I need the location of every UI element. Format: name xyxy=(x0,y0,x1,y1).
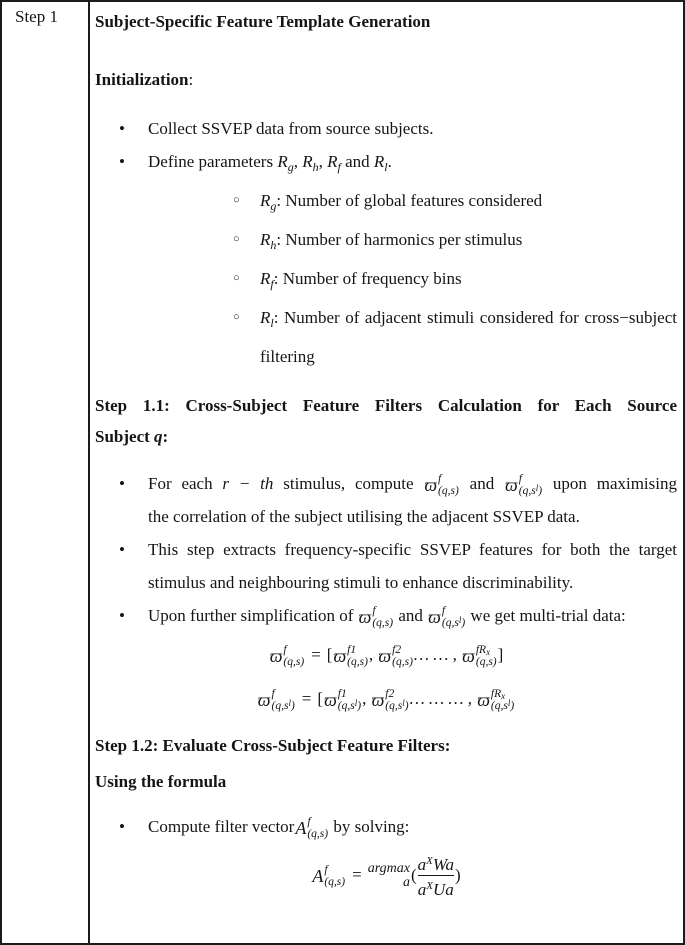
circle-marker: ○ xyxy=(233,194,240,206)
math-sub xyxy=(519,485,542,497)
math-scripts xyxy=(519,473,542,497)
math-sub-sup-l: l xyxy=(507,698,511,709)
math-sub: f xyxy=(337,160,341,174)
math-scripts xyxy=(438,473,459,497)
math-sub: l xyxy=(270,316,274,330)
math-scripts xyxy=(272,688,295,712)
math-sub-open: (q,s xyxy=(271,700,289,713)
math-sub-sup-l: l xyxy=(354,698,358,709)
math-A-qs xyxy=(312,864,345,888)
math-sub: l xyxy=(384,160,388,174)
math-sub-open: (q,s xyxy=(441,617,459,630)
bullet-marker: • xyxy=(119,817,125,837)
math-a: a xyxy=(417,855,427,875)
using-formula-heading: Using the formula xyxy=(95,772,227,792)
text-line: filtering xyxy=(260,347,315,366)
initialization-label: Initialization xyxy=(95,70,189,89)
math-Rh xyxy=(260,230,277,252)
math-base: ϖ xyxy=(333,646,347,667)
math-sub xyxy=(385,700,408,712)
list-item xyxy=(95,223,677,262)
math-sub xyxy=(338,700,361,712)
math-Rh xyxy=(302,152,319,174)
math-base: R xyxy=(277,152,288,171)
bullet-marker: • xyxy=(119,606,125,625)
math-sub-close: ) xyxy=(290,700,295,713)
justified-line xyxy=(148,467,677,500)
math-sup: f xyxy=(372,605,376,618)
math-base: ϖ xyxy=(477,690,490,711)
math-scripts xyxy=(324,864,345,888)
math-sup: f xyxy=(271,688,275,701)
text-run: , xyxy=(293,152,303,171)
math-base: R xyxy=(260,308,271,327)
math-term xyxy=(333,644,367,668)
bracket: ] xyxy=(497,645,504,664)
paren-open: ( xyxy=(410,865,417,885)
math-A-qs xyxy=(295,816,328,840)
math-sub-close: ) xyxy=(357,700,362,713)
math-sup-fR: fR xyxy=(490,688,502,701)
math-term xyxy=(378,644,412,668)
list-item-text xyxy=(148,467,677,533)
math-sub-close: ) xyxy=(461,617,466,630)
denominator xyxy=(418,875,454,900)
math-sub: (q,s) xyxy=(475,656,497,669)
math-sup: f xyxy=(324,863,328,876)
math-sub: g xyxy=(270,199,277,213)
text-run: : xyxy=(162,427,169,446)
math-sub-open: (q,s xyxy=(518,485,536,498)
math-sub: g xyxy=(287,160,294,174)
math-sub: (q,s) xyxy=(392,656,413,669)
math-scripts xyxy=(347,644,368,668)
circle-marker: ○ xyxy=(233,311,240,323)
list-item-text xyxy=(260,223,677,262)
ellipsis: … … , xyxy=(413,645,462,664)
list-item-text xyxy=(260,184,677,223)
math-Rf xyxy=(327,152,341,174)
math-Rf xyxy=(260,269,274,291)
math-sub: (q,s) xyxy=(372,617,394,630)
math-sub: (q,s) xyxy=(324,875,346,888)
bullet-marker: • xyxy=(119,152,125,171)
math-base: ϖ xyxy=(505,475,518,496)
list-item-text xyxy=(260,301,677,373)
math-sub: (q,s) xyxy=(283,656,305,669)
paren-close: ) xyxy=(454,865,461,885)
separator: , xyxy=(362,689,371,709)
math-sub xyxy=(491,700,514,712)
math-term xyxy=(324,688,361,712)
list-item-text xyxy=(260,262,677,301)
math-Rg xyxy=(260,191,277,213)
text-run: by solving: xyxy=(329,817,410,837)
section-title: Subject-Specific Feature Template Generation xyxy=(95,12,431,31)
numerator xyxy=(418,851,454,875)
list-item-text xyxy=(148,145,677,184)
list-item-text xyxy=(148,810,677,843)
math-rth: r − th xyxy=(222,474,274,493)
step-1-1-list xyxy=(95,467,677,632)
text-run: and xyxy=(340,152,374,171)
list-item xyxy=(95,184,677,223)
step-1-2-heading: Step 1.2: Evaluate Cross-Subject Feature Filters: xyxy=(95,736,451,756)
list-item xyxy=(95,810,677,843)
justified-line: This step extracts frequency-specific SSVEP features for both the target xyxy=(148,540,677,559)
bullet-marker: • xyxy=(119,474,125,493)
list-item-text xyxy=(148,599,677,632)
text-run: we get multi-trial data: xyxy=(466,606,626,625)
math-sub-sup-l: l xyxy=(402,698,405,709)
text-run: . xyxy=(387,152,392,171)
math-q: q xyxy=(154,427,163,446)
math-base: R xyxy=(302,152,313,171)
equals-sign: = xyxy=(352,864,362,884)
list-item-text xyxy=(148,533,677,599)
math-sup: f xyxy=(441,605,446,618)
text-run: and xyxy=(459,474,505,493)
list-item xyxy=(95,533,677,599)
text-run: : Number of harmonics per stimulus xyxy=(276,230,523,249)
content-cell xyxy=(90,2,683,943)
math-base: ϖ xyxy=(378,646,392,667)
math-sub-sup-l: l xyxy=(288,698,291,709)
ellipsis: … … … , xyxy=(409,689,477,709)
circle-marker: ○ xyxy=(233,272,240,284)
math-sup: f2 xyxy=(392,644,402,657)
math-sub-open: (q,s xyxy=(385,700,403,713)
math-sup: f2 xyxy=(385,688,395,701)
math-base: ϖ xyxy=(257,690,271,711)
initialization-colon: : xyxy=(188,70,194,89)
math-base: ϖ xyxy=(428,607,441,628)
initialization-list xyxy=(95,112,677,373)
math-base: ϖ xyxy=(462,646,475,667)
math-base: ϖ xyxy=(358,607,372,628)
text-run: : Number of global features considered xyxy=(276,191,543,210)
math-sub: f xyxy=(270,277,274,291)
text-run: Compute filter vector xyxy=(148,817,295,837)
text-run: Subject xyxy=(95,427,155,446)
math-sup: f xyxy=(518,473,522,486)
bracket: [ xyxy=(326,645,333,664)
equals-sign: = xyxy=(311,645,321,664)
math-Rl xyxy=(373,152,388,174)
justified-line xyxy=(260,301,677,340)
step-label: Step 1 xyxy=(15,7,58,26)
math-scripts xyxy=(283,644,304,668)
separator: , xyxy=(368,645,378,664)
math-scripts xyxy=(491,688,514,712)
math-sup: f xyxy=(283,644,287,657)
math-a: a xyxy=(417,880,427,900)
text-run: Upon further simplification of xyxy=(148,606,358,625)
step-1-1-heading xyxy=(95,390,677,452)
math-base: ϖ xyxy=(324,690,337,711)
text-run: and xyxy=(394,606,428,625)
equation-1 xyxy=(95,644,677,668)
math-scripts xyxy=(385,688,408,712)
math-base: R xyxy=(260,230,271,249)
math-base: A xyxy=(312,865,324,886)
math-term xyxy=(372,688,409,712)
math-term xyxy=(477,688,514,712)
math-sub-close: ) xyxy=(404,700,409,713)
math-term xyxy=(462,644,496,668)
list-item xyxy=(95,467,677,533)
math-scripts xyxy=(372,605,393,629)
argmax-variable: a xyxy=(402,874,410,890)
math-sub-close: ) xyxy=(510,700,515,713)
math-sup xyxy=(476,644,490,656)
math-varpi-qs xyxy=(424,473,458,497)
math-sup xyxy=(491,688,505,700)
math-sup: f1 xyxy=(347,644,357,657)
math-varpi-qsl xyxy=(258,688,295,712)
equation-3 xyxy=(95,851,677,900)
math-scripts xyxy=(307,816,328,840)
argmax-label: argmax xyxy=(367,860,410,876)
math-base: ϖ xyxy=(424,475,438,496)
step-cell xyxy=(2,2,90,943)
text-run: stimulus, compute xyxy=(273,474,424,493)
text-run: : Number of frequency bins xyxy=(273,269,462,288)
list-item xyxy=(95,112,677,145)
bracket: [ xyxy=(317,689,324,709)
math-base: A xyxy=(295,818,307,839)
text-run: : Number of adjacent stimuli considered for cross−subject xyxy=(273,308,677,327)
text-run: , xyxy=(318,152,328,171)
math-scripts xyxy=(338,688,361,712)
bullet-marker: • xyxy=(119,119,125,138)
math-scripts xyxy=(476,644,497,668)
math-varpi-qsl xyxy=(505,473,542,497)
step-1-2-list xyxy=(95,810,677,843)
math-sup-X: X xyxy=(426,880,434,893)
text-run: upon maximising xyxy=(543,474,677,493)
math-sub xyxy=(442,617,465,629)
math-Rl xyxy=(260,308,274,330)
math-sup: f1 xyxy=(337,688,347,701)
math-Wa: Wa xyxy=(432,855,454,875)
math-sub: h xyxy=(312,160,319,174)
math-sub: (q,s) xyxy=(438,485,459,498)
argmax-operator xyxy=(368,862,410,890)
initialization-heading xyxy=(95,66,677,93)
list-item-text: Collect SSVEP data from source subjects. xyxy=(148,119,434,138)
math-sub xyxy=(272,700,295,712)
fraction xyxy=(418,851,454,900)
list-item xyxy=(95,262,677,301)
math-base: ϖ xyxy=(371,690,385,711)
text-run: Define parameters xyxy=(148,152,278,171)
math-Ua: Ua xyxy=(433,880,454,900)
math-varpi-qs xyxy=(359,605,393,629)
math-base: R xyxy=(260,191,271,210)
text-run: For each xyxy=(148,474,223,493)
math-varpi-qsl xyxy=(428,605,465,629)
equals-sign: = xyxy=(301,689,312,709)
math-sub-sup-l: l xyxy=(458,615,462,626)
math-sub: h xyxy=(270,238,277,252)
math-sup-X: X xyxy=(426,855,433,868)
heading-line xyxy=(95,421,677,452)
circle-marker: ○ xyxy=(233,233,240,245)
list-item xyxy=(95,301,677,373)
math-sup: f xyxy=(307,816,311,829)
math-Rg xyxy=(277,152,294,174)
text-line: the correlation of the subject utilising the adjacent SSVEP data. xyxy=(148,507,580,526)
math-sup-sub-x: x xyxy=(486,647,491,658)
math-sub-close: ) xyxy=(538,485,543,498)
math-sup: f xyxy=(438,473,442,486)
bullet-marker: • xyxy=(119,540,125,559)
math-sub: (q,s) xyxy=(307,828,329,841)
math-varpi-qs xyxy=(270,644,304,668)
math-base: R xyxy=(373,152,385,171)
math-base: ϖ xyxy=(269,646,283,667)
math-base: R xyxy=(327,152,338,171)
list-item xyxy=(95,599,677,632)
math-sub-open: (q,s xyxy=(490,700,508,713)
math-scripts xyxy=(442,605,465,629)
heading-line: Step 1.1: Cross-Subject Feature Filters Calculation for Each Source xyxy=(95,396,677,415)
list-item xyxy=(95,145,677,184)
math-scripts xyxy=(392,644,413,668)
equation-2 xyxy=(95,688,677,712)
math-sub: (q,s) xyxy=(347,656,368,669)
math-sub-open: (q,s xyxy=(337,700,355,713)
math-base: R xyxy=(260,269,271,288)
math-sup-sub-x: x xyxy=(501,691,506,702)
math-sub-sup-l: l xyxy=(535,483,539,494)
text-line: stimulus and neighbouring stimuli to enhance discriminability. xyxy=(148,573,574,592)
math-sup-fR: fR xyxy=(475,644,487,657)
